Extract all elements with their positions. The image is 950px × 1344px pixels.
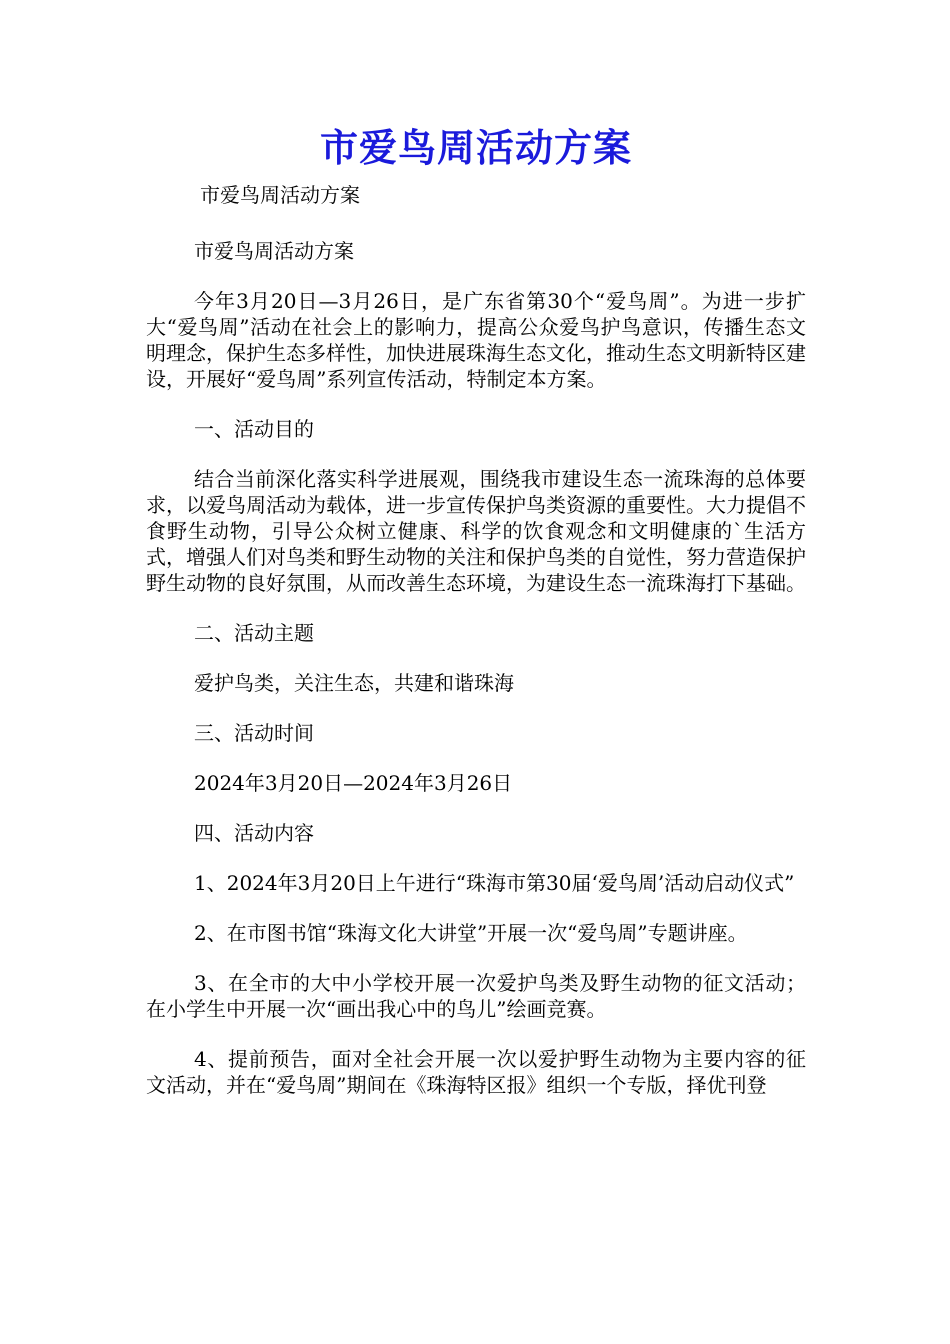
section-body-theme: 爱护鸟类，关注生态，共建和谐珠海 (194, 671, 514, 695)
list-item: 1、2024年3月20日上午进行“珠海市第30届‘爱鸟周’活动启动仪式” (194, 871, 795, 895)
section-body-purpose: 结合当前深化落实科学进展观，围绕我市建设生态一流珠海的总体要求，以爱鸟周活动为载体，进一步宣传保护鸟类资源的重要性。大力提倡不食野生动物，引导公众树立健康、科学的饮食观念和文明健康的`生活方式，增强人们对鸟类和野生动物的关注和保护鸟类的自觉性，努力营造保护野生动物的良好氛围，从而改善生态环境，为建设生态一流珠海打下基础。 (146, 467, 806, 595)
section-body-time: 2024年3月20日—2024年3月26日 (194, 771, 513, 795)
list-item: 2、在市图书馆“珠海文化大讲堂”开展一次“爱鸟周”专题讲座。 (194, 921, 748, 945)
list-item: 3、在全市的大中小学校开展一次爱护鸟类及野生动物的征文活动；在小学生中开展一次“画出我心中的鸟儿”绘画竞赛。 (146, 971, 806, 1021)
section-heading-content: 四、活动内容 (194, 821, 314, 845)
document-subtitle: 市爱鸟周活动方案 (200, 183, 360, 207)
intro-paragraph: 今年3月20日—3月26日，是广东省第30个“爱鸟周”。为进一步扩大“爱鸟周”活动在社会上的影响力，提高公众爱鸟护鸟意识，传播生态文明理念，保护生态多样性，加快进展珠海生态文化，推动生态文明新特区建设，开展好“爱鸟周”系列宣传活动，特制定本方案。 (146, 289, 806, 391)
section-heading-theme: 二、活动主题 (194, 621, 314, 645)
document-page (146, 118, 806, 1122)
document-subtitle-repeat: 市爱鸟周活动方案 (194, 239, 354, 263)
list-item: 4、提前预告，面对全社会开展一次以爱护野生动物为主要内容的征文活动，并在“爱鸟周”期间在《珠海特区报》组织一个专版，择优刊登 (146, 1047, 806, 1097)
section-heading-time: 三、活动时间 (194, 721, 314, 745)
document-title: 市爱鸟周活动方案 (319, 125, 632, 170)
section-heading-purpose: 一、活动目的 (194, 417, 314, 441)
